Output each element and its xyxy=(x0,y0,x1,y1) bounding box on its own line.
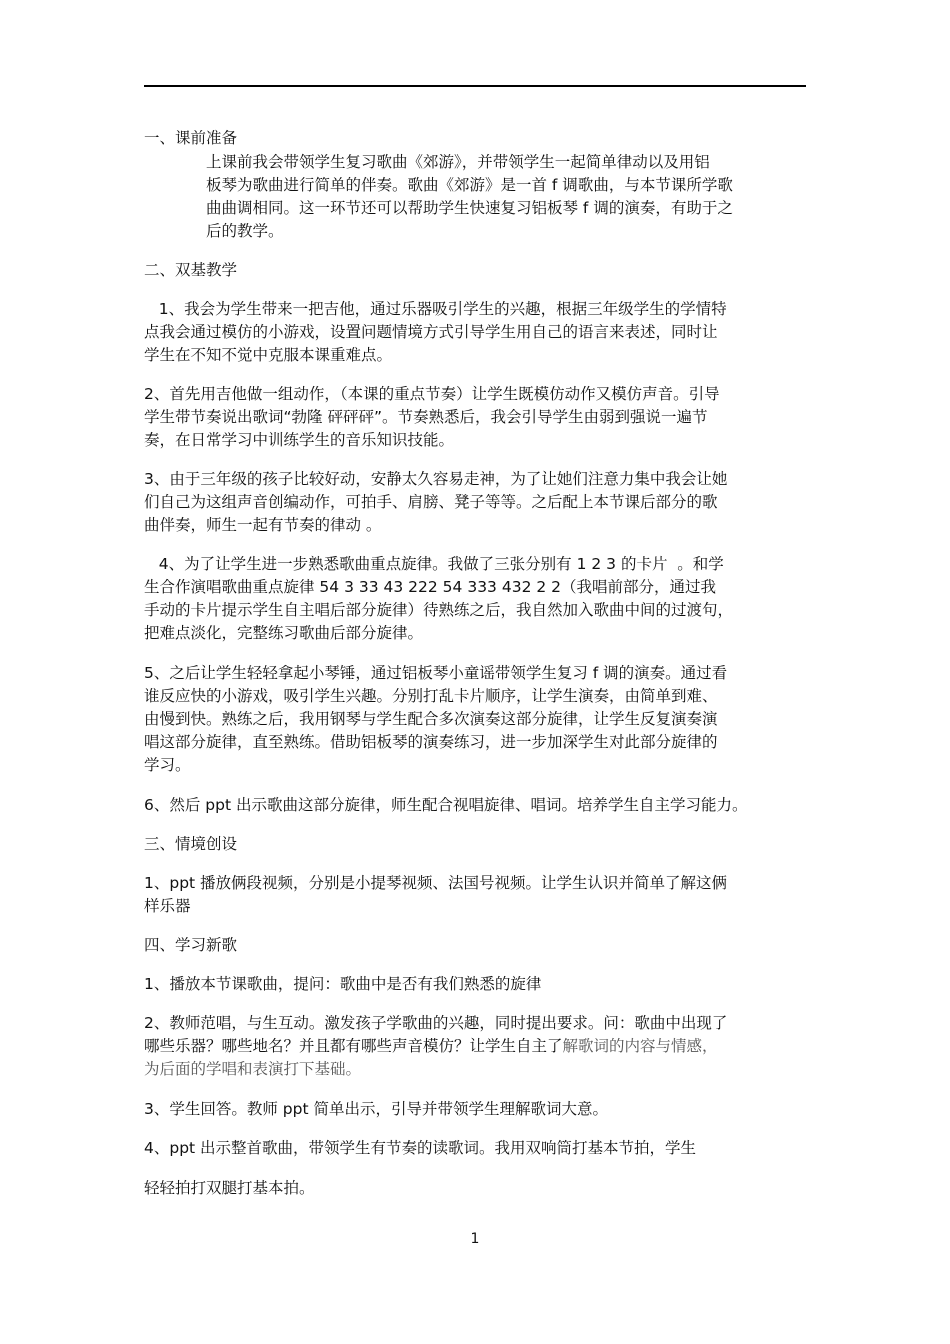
section-heading-basics: 二、双基教学 xyxy=(144,261,238,279)
paragraph-basics-4: 4、为了让学生进一步熟悉歌曲重点旋律。我做了三张分别有 1 2 3 的卡片 。和学 生合作演唱歌曲重点旋律 54 3 33 43 222 54 333 432 2 2（我唱前部分，通过我 手动的卡片提示学生自主唱后部分旋律）待熟练之后，我自然加入歌曲中间的过渡句， 把难点淡化，完整练习歌曲后部分旋律。 xyxy=(144,555,734,642)
paragraph-song-4-continued: 轻轻拍打双腿打基本拍。 xyxy=(144,1179,315,1197)
paragraph-basics-6: 6、然后 ppt 出示歌曲这部分旋律，师生配合视唱旋律、唱词。培养学生自主学习能力。 xyxy=(144,796,748,814)
paragraph-song-3: 3、学生回答。教师 ppt 简单出示，引导并带领学生理解歌词大意。 xyxy=(144,1100,608,1118)
header-rule xyxy=(144,85,806,87)
paragraph-basics-3: 3、由于三年级的孩子比较好动，安静太久容易走神，为了让她们注意力集中我会让她 们自己为这组声音创编动作，可拍手、肩膀、凳子等等。之后配上本节课后部分的歌 曲伴奏，师生一起有节奏的律动 。 xyxy=(144,470,728,534)
paragraph-song-2 xyxy=(144,1012,816,1081)
section-heading-scene: 三、情境创设 xyxy=(144,835,238,853)
paragraph-basics-1: 1、我会为学生带来一把吉他，通过乐器吸引学生的兴趣，根据三年级学生的学情特 点我会通过模仿的小游戏，设置问题情境方式引导学生用自己的语言来表述，同时让 学生在不知不觉中克服本课重难点。 xyxy=(144,300,727,364)
song-2-text-grey-line: 为后面的学唱和表演打下基础。 xyxy=(144,1060,362,1078)
paragraph-basics-2: 2、首先用吉他做一组动作，（本课的重点节奏）让学生既模仿动作又模仿声音。引导 学生带节奏说出歌词“勃隆 砰砰砰”。节奏熟悉后，我会引导学生由弱到强说一遍节 奏，在日常学习中训练学生的音乐知识技能。 xyxy=(144,385,720,449)
section-heading-prep: 一、课前准备 xyxy=(144,129,238,147)
paragraph-scene-1: 1、ppt 播放俩段视频，分别是小提琴视频、法国号视频。让学生认识并简单了解这俩 样乐器 xyxy=(144,874,728,915)
song-2-text: 2、教师范唱，与生互动。激发孩子学歌曲的兴趣，同时提出要求。问：歌曲中出现了 哪些乐器？哪些地名？并且都有哪些声音模仿？让学生自主了 xyxy=(144,1014,728,1055)
paragraph-prep: 上课前我会带领学生复习歌曲《郊游》，并带领学生一起简单律动以及用铝 板琴为歌曲进行简单的伴奏。歌曲《郊游》是一首 f 调歌曲，与本节课所学歌 曲曲调相同。这一环节还可以帮助学生快速复习铝板琴 f 调的演奏，有助于之 后的教学。 xyxy=(206,153,733,240)
paragraph-song-1: 1、播放本节课歌曲，提问：歌曲中是否有我们熟悉的旋律 xyxy=(144,975,542,993)
page-number: 1 xyxy=(470,1231,480,1247)
section-heading-song: 四、学习新歌 xyxy=(144,936,238,954)
song-2-text-grey: 解歌词的内容与情感， xyxy=(562,1037,718,1055)
paragraph-song-4: 4、ppt 出示整首歌曲，带领学生有节奏的读歌词。我用双响筒打基本节拍，学生 xyxy=(144,1139,697,1157)
paragraph-basics-5: 5、之后让学生轻轻拿起小琴锤，通过铝板琴小童谣带领学生复习 f 调的演奏。通过看 谁反应快的小游戏，吸引学生兴趣。分别打乱卡片顺序，让学生演奏，由简单到难、 由慢到快。熟练之后，我用钢琴与学生配合多次演奏这部分旋律，让学生反复演奏演 唱这部分旋律，直至熟练。借助铝板琴的演奏练习，进一步加深学生对此部分旋律的 学习。 xyxy=(144,664,728,774)
